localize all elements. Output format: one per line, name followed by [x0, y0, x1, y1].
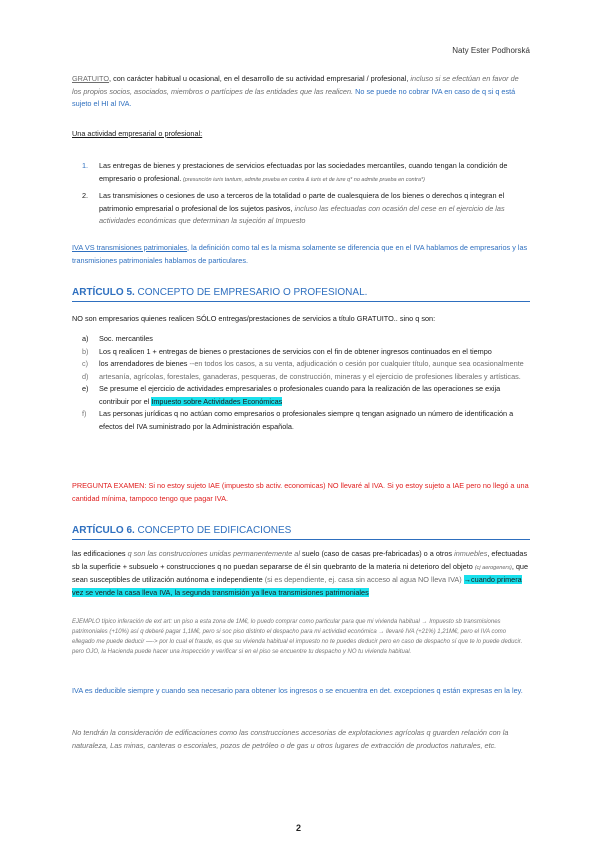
list-item — [72, 190, 530, 228]
list-item-gray: --en todos los casos, a su venta, adjudicación o cesión por cualquier título, aunque sea ocasionalmente — [187, 359, 524, 368]
header-author: Naty Ester Podhorská — [452, 46, 530, 55]
example-paragraph: EJEMPLO típico inferación de ext art: un piso a esta zona de 1M€, lo puedo comprar como particular para que mi vivienda habitual → Impuesto sb transmisiones patrimoniales (+10%) así q deberé pagar 1,1M€, pero si soc piso distinto el despacho para mi actividad económica → llevaré IVA (+21%) 1,21M€, pero el IVA como ellegado me puede deducir —-> por lo cual el fraude, es que su vivienda habitual el impuesto no te puedes deducir pero en caso de despacho sí que te lo puede deducir. pero OJO, la Hacienda puede hacer una inspección y verificar si en el piso se encuentre tu despacho y NO tu vivienda habitual. — [72, 619, 523, 655]
intro-paragraph — [72, 73, 530, 111]
article-5-title: CONCEPTO DE EMPRESARIO O PROFESIONAL. — [134, 287, 368, 298]
highlight-transmision: →cuando primera vez se vende la casa lleva IVA, la segunda transmisión ya lleva transmisiones patrimoniales — [72, 575, 522, 597]
list-item — [72, 408, 530, 433]
iva-deducible-paragraph: IVA es deducible siempre y cuando sea necesario para obtener los ingresos o se encuentra en det. excepciones q están expresas en la ley. — [72, 686, 523, 695]
list-marker: c) — [82, 359, 89, 368]
edif-g4: (si es dependiente, ej. casa sin acceso al agua NO lleva IVA) — [264, 575, 462, 584]
edif-t2: suelo (caso de casas pre-fabricadas) o a otros — [299, 549, 455, 558]
edif-g3: (cj aerogeners) — [474, 564, 512, 571]
list-item-text: Las entregas de bienes y prestaciones de servicios efectuadas por las sociedades mercantiles, cuando tengan la condición de empresario o profesional. — [99, 161, 508, 183]
list-item-gray: artesanía, agrícolas, forestales, ganaderas, pesqueras, de construcción, mineras y el ejercicio de profesiones liberales y artísticas. — [99, 371, 521, 381]
list-item-text: Las transmisiones o cesiones de uso a terceros de la totalidad o parte de cualesquiera de los bienes o derechos q integran el patrimonio empresarial o profesional de los sujetos pasivos, — [99, 191, 505, 213]
list-marker: d) — [82, 371, 89, 381]
edificaciones-paragraph — [72, 548, 530, 599]
intro-text3: No se puede no cobrar IVA en caso de q si q está sujeto el HI al IVA. — [72, 86, 516, 108]
iva-vs-text: , la definición como tal es la misma solamente se diferencia que en el IVA hablamos de empresarios y las transmisiones patrimoniales hablamos de particulares. — [72, 243, 528, 265]
list-item — [72, 333, 530, 346]
activity-title: Una actividad empresarial o profesional: — [72, 129, 203, 138]
list-item-text: Los q realicen 1 + entregas de bienes o prestaciones de servicios con el fin de obtener ingresos continuados en el tiempo — [99, 346, 492, 356]
edif-g1: q son las construcciones unidas permanentemente al — [127, 549, 300, 558]
list-marker: b) — [82, 346, 89, 356]
highlight-iae: Impuesto sobre Actividades Económicas — [151, 396, 283, 406]
intro-text2: incluso si se efectúan en favor de los propios socios, asociados, miembros o partícipes de las entidades que las realicen. — [72, 74, 519, 96]
article-5-number: ARTÍCULO 5. — [72, 287, 135, 298]
article-6-number: ARTÍCULO 6. — [72, 525, 135, 536]
list-marker: 1. — [82, 161, 89, 170]
list-item-note: (presunción iuris tantum, admite prueba en contra & iuris et de iure q* no admite prueba en contra*) — [181, 176, 426, 183]
list-marker: 2. — [82, 191, 89, 200]
list-marker: f) — [82, 409, 87, 418]
intro-lead: GRATUITO — [72, 74, 110, 83]
list-item-text: Soc. mercantiles — [99, 334, 153, 343]
list-item-note: incluso las efectuadas con ocasión del cese en el ejercicio de las actividades económicas que determinan la sujeción al Impuesto — [99, 203, 505, 225]
article-5-list — [72, 333, 530, 433]
list-item — [72, 383, 530, 408]
article-5-intro: NO son empresarios quienes realicen SÓLO entregas/prestaciones de servicios a título GRATUITO.. sino q son: — [72, 314, 436, 323]
list-item — [72, 346, 530, 359]
iva-vs-lead: IVA VS transmisiones patrimoniales — [72, 243, 188, 252]
list-item-text: los arrendadores de bienes — [99, 359, 188, 368]
list-marker: a) — [82, 334, 89, 343]
edif-t3: , efectuadas sb la superficie + subsuelo + construcciones q no puedan separarse de él sin quebranto de la materia ni deterioro del objeto — [72, 549, 528, 571]
edif-t4: , que sean susceptibles de utilización autónoma e independiente — [72, 561, 529, 584]
list-item — [72, 358, 530, 371]
article-5-heading — [72, 287, 530, 302]
edif-g2: inmuebles — [454, 549, 488, 558]
list-marker: e) — [82, 384, 89, 393]
article-6-title: CONCEPTO DE EDIFICACIONES — [134, 525, 292, 536]
iva-vs-paragraph — [72, 242, 530, 267]
final-note: No tendrán la consideración de edificaciones como las construcciones accesorias de explotaciones agrícolas q guarden relación con la naturaleza, Las minas, canteras o escoriales, pozos de petróleo o de gas u otros lugares de extracción de productos naturales, etc. — [72, 728, 509, 750]
exam-question: PREGUNTA EXAMEN: Si no estoy sujeto IAE (impuesto sb activ. economicas) NO llevaré al IVA. Si yo estoy sujeto a IAE pero no llegó a una cantidad mínima, tampoco tengo que pagar IVA. — [72, 481, 529, 503]
activity-list — [72, 160, 530, 228]
page-number: 2 — [296, 823, 302, 833]
list-item-text: Las personas jurídicas q no actúan como empresarios o profesionales siempre q tengan asignado un número de identificación a efectos del IVA suministrado por la Administración española. — [99, 409, 514, 431]
edif-t1: las edificaciones — [72, 549, 128, 558]
list-item — [72, 371, 530, 384]
list-item — [72, 160, 530, 186]
list-item-text: Se presume el ejercicio de actividades empresariales o profesionales cuando para la realización de las operaciones se exija contribuir por el — [99, 384, 501, 406]
article-6-heading — [72, 525, 530, 540]
intro-text1: , con carácter habitual u ocasional, en el desarrollo de su actividad empresarial / profesional, — [109, 74, 411, 83]
